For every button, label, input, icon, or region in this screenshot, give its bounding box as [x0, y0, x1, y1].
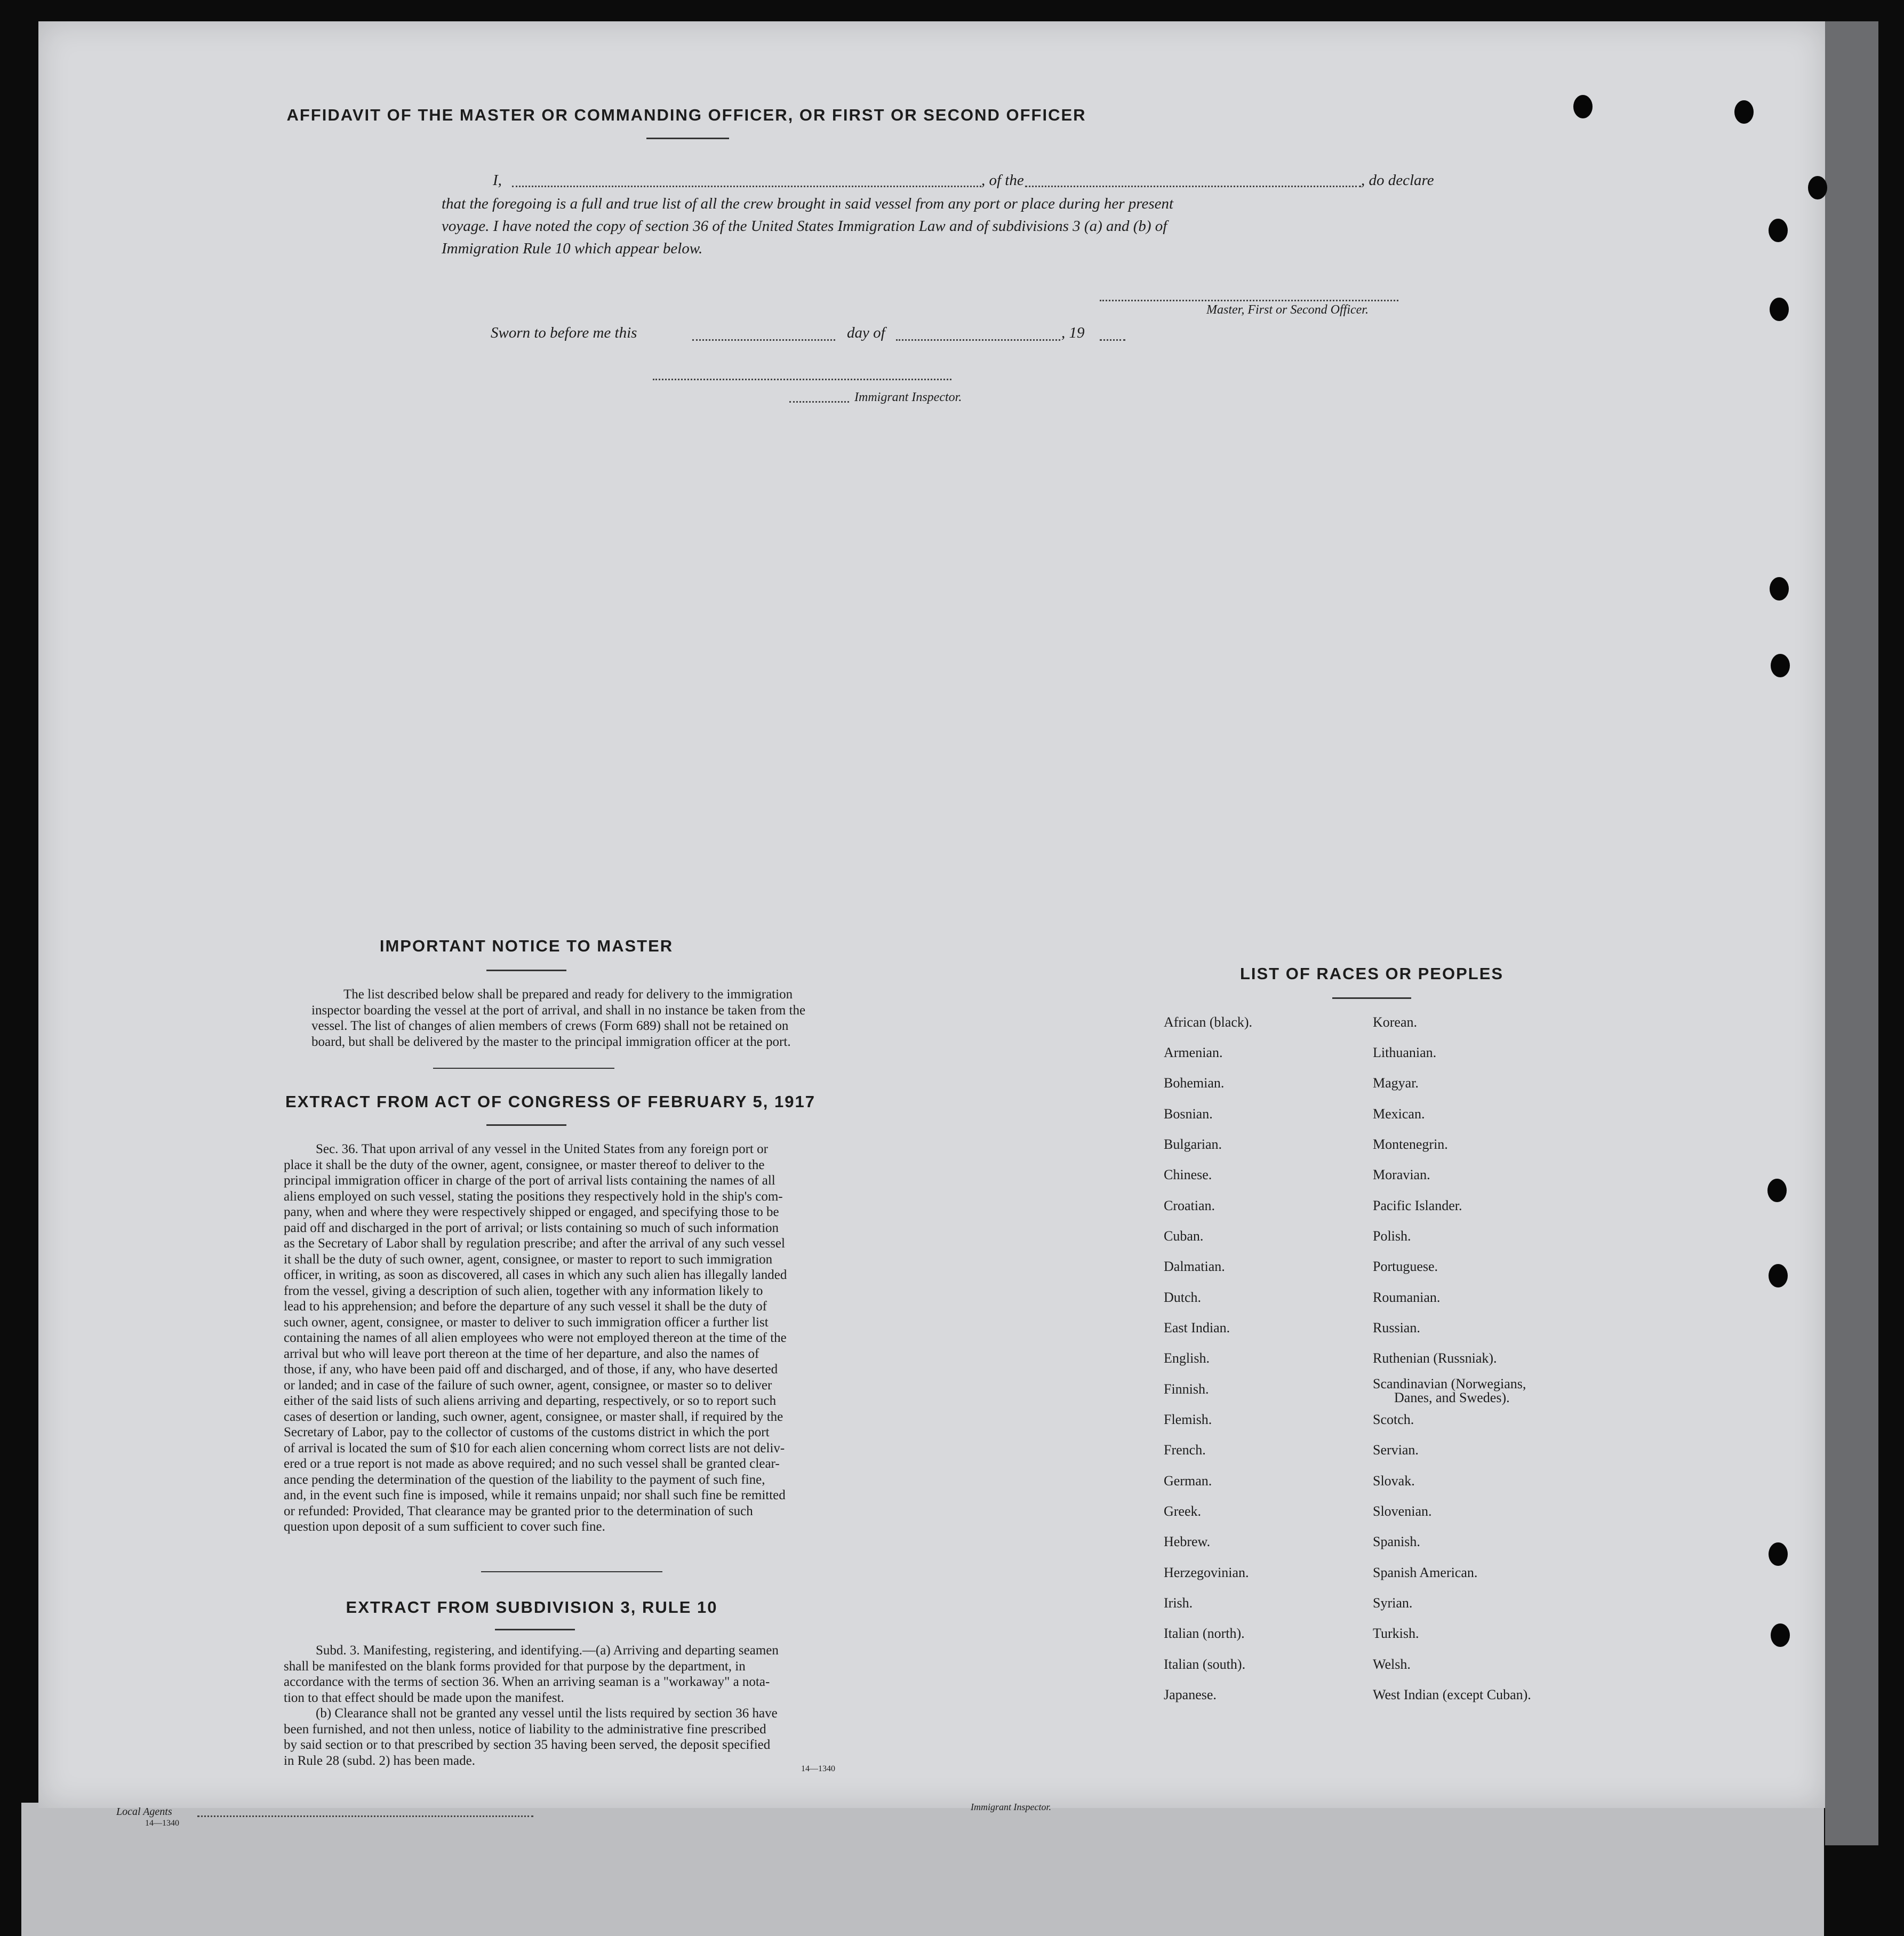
act-line: cases of desertion or landing, such owner, agent, consignee, or master shall, if required by the: [284, 1409, 783, 1424]
race-item: Herzegovinian.: [1164, 1565, 1249, 1580]
punch-hole: [1808, 176, 1827, 199]
race-item: Irish.: [1164, 1595, 1193, 1611]
act-title-rule: [486, 1124, 566, 1126]
notice-body: [311, 987, 922, 1050]
rule-line: in Rule 28 (subd. 2) has been made.: [284, 1753, 475, 1768]
punch-hole: [1769, 1542, 1788, 1566]
rule-line: shall be manifested on the blank forms provided for that purpose by the department, in: [284, 1659, 746, 1674]
act-line: question upon deposit of a sum sufficient to cover such fine.: [284, 1519, 605, 1534]
affidavit-declare: , do declare: [1361, 172, 1434, 189]
act-line: from the vessel, giving a description of such alien, together with any information likely to: [284, 1283, 763, 1298]
race-item: Polish.: [1373, 1228, 1411, 1244]
punch-hole: [1771, 1623, 1790, 1647]
act-line: either of the said lists of such aliens arriving and departing, respectively, or so to report such: [284, 1394, 777, 1408]
act-line: officer, in writing, as soon as discovered, all cases in which any such alien has illegally landed: [284, 1268, 787, 1282]
act-line: pany, when and where they were respectively shipped or engaged, and specifying those to be: [284, 1205, 779, 1219]
act-divider: [481, 1571, 662, 1572]
act-line: Secretary of Labor, pay to the collector of customs of the customs district in which the port: [284, 1425, 770, 1439]
inspector-signature-blank[interactable]: [653, 379, 951, 380]
punch-hole: [1769, 1264, 1788, 1287]
affidavit-line4: Immigration Rule 10 which appear below.: [442, 240, 703, 257]
punch-hole: [1767, 1179, 1787, 1202]
act-title: EXTRACT FROM ACT OF CONGRESS OF FEBRUARY 5, 1917: [285, 1092, 815, 1111]
act-line: ered or a true report is not made as above required; and no such vessel shall be granted clear-: [284, 1457, 780, 1471]
inspector-prefix-blank: [789, 401, 849, 403]
race-item: Hebrew.: [1164, 1534, 1211, 1549]
race-item: Roumanian.: [1373, 1290, 1441, 1305]
punch-hole: [1770, 298, 1789, 321]
affidavit-of-the: , of the: [981, 172, 1024, 189]
race-item: Montenegrin.: [1373, 1137, 1448, 1152]
act-body: [284, 1141, 922, 1535]
rule-title-rule: [495, 1629, 575, 1630]
act-line: lead to his apprehension; and before the departure of any such vessel it shall be the duty of: [284, 1299, 767, 1314]
punch-hole: [1769, 219, 1788, 242]
punch-hole: [1734, 100, 1754, 124]
sworn-month-blank[interactable]: [896, 339, 1060, 341]
race-item: Slovenian.: [1373, 1503, 1432, 1519]
local-agents-blank: [197, 1815, 533, 1817]
race-item: English.: [1164, 1350, 1210, 1366]
race-item: Mexican.: [1373, 1106, 1425, 1122]
sworn-text: Sworn to before me this: [491, 324, 637, 341]
act-line: of arrival is located the sum of $10 for each alien concerning whom correct lists are not deliv-: [284, 1441, 785, 1455]
race-item: Servian.: [1373, 1442, 1419, 1458]
rule-line: by said section or to that prescribed by section 35 having been served, the deposit specified: [284, 1738, 771, 1752]
inspector-caption: Immigrant Inspector.: [854, 390, 962, 404]
name-blank[interactable]: [512, 186, 981, 187]
form-page: [38, 21, 1825, 1808]
race-item: Bohemian.: [1164, 1075, 1225, 1091]
race-item: Dalmatian.: [1164, 1259, 1225, 1274]
act-line: principal immigration officer in charge of the port of arrival lists containing the names of all: [284, 1173, 775, 1188]
race-item-continued: Danes, and Swedes).: [1394, 1390, 1510, 1405]
act-line: place it shall be the duty of the owner, agent, consignee, or master thereof to deliver to the: [284, 1157, 765, 1172]
race-item: Bosnian.: [1164, 1106, 1213, 1122]
rule-line: Subd. 3. Manifesting, registering, and identifying.—(a) Arriving and departing seamen: [316, 1643, 779, 1658]
underlying-sheet: [21, 1803, 1824, 1936]
race-item: Japanese.: [1164, 1687, 1217, 1702]
race-item: Cuban.: [1164, 1228, 1204, 1244]
race-item: Armenian.: [1164, 1045, 1223, 1060]
act-line: such owner, agent, consignee, or master to deliver to such immigration officer a further list: [284, 1315, 769, 1330]
punch-hole: [1573, 95, 1593, 118]
notice-title-rule: [486, 970, 566, 971]
race-item: French.: [1164, 1442, 1206, 1458]
notice-line: The list described below shall be prepared and ready for delivery to the immigration: [343, 987, 793, 1002]
act-line: or landed; and in case of the failure of such owner, agent, consignee, or master so to deliver: [284, 1378, 772, 1393]
race-item: Pacific Islander.: [1373, 1198, 1462, 1213]
local-agents-label: Local Agents: [116, 1806, 172, 1818]
affidavit-line3: voyage. I have noted the copy of section 36 of the United States Immigration Law and of subdivisions 3 (a) and (b) of: [442, 218, 1167, 235]
year-blank[interactable]: [1100, 339, 1125, 341]
form-number: 14—1340: [801, 1764, 835, 1773]
affidavit-line1-i: I,: [493, 172, 502, 189]
race-item: Magyar.: [1373, 1075, 1419, 1091]
race-item: Moravian.: [1373, 1167, 1430, 1182]
page-edge-shadow: [1825, 21, 1878, 1845]
races-title: LIST OF RACES OR PEOPLES: [1239, 964, 1504, 983]
race-item: Finnish.: [1164, 1381, 1209, 1397]
punch-hole: [1771, 654, 1790, 677]
act-line: arrival but who will leave port thereon at the time of her departure, and also the names of: [284, 1346, 759, 1361]
race-item: German.: [1164, 1473, 1212, 1489]
act-line: ance pending the determination of the question of the liability to the payment of such fine,: [284, 1472, 765, 1487]
local-agents-code: 14—1340: [145, 1819, 179, 1828]
race-item: Spanish.: [1373, 1534, 1420, 1549]
master-signature-blank[interactable]: [1100, 300, 1398, 301]
affidavit-line2: that the foregoing is a full and true list of all the crew brought in said vessel from any port or place during her present: [442, 195, 1174, 212]
race-item: Syrian.: [1373, 1595, 1413, 1611]
rule-line: accordance with the terms of section 36. When an arriving seaman is a "workaway" a nota-: [284, 1675, 770, 1689]
notice-line: board, but shall be delivered by the master to the principal immigration officer at the port.: [311, 1034, 791, 1049]
race-item: Bulgarian.: [1164, 1137, 1222, 1152]
race-item: Scandinavian (Norwegians,: [1373, 1376, 1526, 1391]
punch-hole: [1770, 577, 1789, 601]
race-item: Russian.: [1373, 1320, 1420, 1335]
race-item: African (black).: [1164, 1014, 1253, 1030]
race-item: Scotch.: [1373, 1412, 1414, 1427]
race-item: Lithuanian.: [1373, 1045, 1437, 1060]
notice-line: vessel. The list of changes of alien members of crews (Form 689) shall not be retained on: [311, 1019, 789, 1033]
notice-line: inspector boarding the vessel at the port of arrival, and shall in no instance be taken from the: [311, 1003, 806, 1018]
race-item: Portuguese.: [1373, 1259, 1438, 1274]
races-title-rule: [1332, 997, 1411, 999]
race-item: West Indian (except Cuban).: [1373, 1687, 1531, 1702]
race-item: Chinese.: [1164, 1167, 1212, 1182]
act-line: as the Secretary of Labor shall by regulation prescribe; and after the arrival of any such vessel: [284, 1236, 785, 1251]
notice-divider: [433, 1068, 614, 1069]
act-line: Sec. 36. That upon arrival of any vessel in the United States from any foreign port or: [316, 1142, 768, 1156]
race-item: East Indian.: [1164, 1320, 1230, 1335]
race-item: Welsh.: [1373, 1657, 1411, 1672]
race-item: Italian (north).: [1164, 1626, 1245, 1641]
year-text: , 19: [1061, 324, 1085, 341]
race-item: Korean.: [1373, 1014, 1418, 1030]
vessel-blank[interactable]: [1025, 186, 1361, 187]
rule-body: [284, 1643, 922, 1769]
act-line: or refunded: Provided, That clearance may be granted prior to the determination of such: [284, 1503, 753, 1518]
race-item: Slovak.: [1373, 1473, 1415, 1489]
sworn-day-blank[interactable]: [692, 339, 835, 341]
act-line: paid off and discharged in the port of arrival; or lists containing so much of such information: [284, 1220, 779, 1235]
race-item: Dutch.: [1164, 1290, 1202, 1305]
act-line: aliens employed on such vessel, stating the positions they respectively hold in the ship's com-: [284, 1189, 783, 1204]
rule-line: been furnished, and not then unless, notice of liability to the administrative fine prescribed: [284, 1722, 766, 1737]
race-item: Spanish American.: [1373, 1565, 1478, 1580]
race-item: Ruthenian (Russniak).: [1373, 1350, 1497, 1366]
act-line: containing the names of all alien employees who were not employed thereon at the time of the: [284, 1331, 787, 1345]
day-of-text: day of: [847, 324, 885, 341]
race-item: Croatian.: [1164, 1198, 1215, 1213]
race-item: Flemish.: [1164, 1412, 1212, 1427]
race-item: Greek.: [1164, 1503, 1202, 1519]
notice-title: IMPORTANT NOTICE TO MASTER: [379, 937, 674, 955]
act-line: and, in the event such fine is imposed, while it remains unpaid; nor shall such fine be remitted: [284, 1488, 786, 1502]
affidavit-title-rule: [646, 138, 729, 139]
inspector-under-label: Immigrant Inspector.: [971, 1802, 1051, 1812]
master-caption: Master, First or Second Officer.: [1206, 303, 1369, 317]
race-item: Italian (south).: [1164, 1657, 1246, 1672]
rule-title: EXTRACT FROM SUBDIVISION 3, RULE 10: [346, 1598, 718, 1617]
race-item: Turkish.: [1373, 1626, 1419, 1641]
act-line: it shall be the duty of such owner, agent, consignee, or master to report to such immigration: [284, 1252, 773, 1267]
affidavit-title: AFFIDAVIT OF THE MASTER OR COMMANDING OFFICER, OR FIRST OR SECOND OFFICER: [286, 106, 1086, 124]
rule-line: tion to that effect should be made upon the manifest.: [284, 1690, 564, 1705]
act-line: those, if any, who have been paid off and discharged, and of those, if any, who have deserted: [284, 1362, 778, 1377]
rule-line: (b) Clearance shall not be granted any vessel until the lists required by section 36 have: [316, 1706, 778, 1721]
